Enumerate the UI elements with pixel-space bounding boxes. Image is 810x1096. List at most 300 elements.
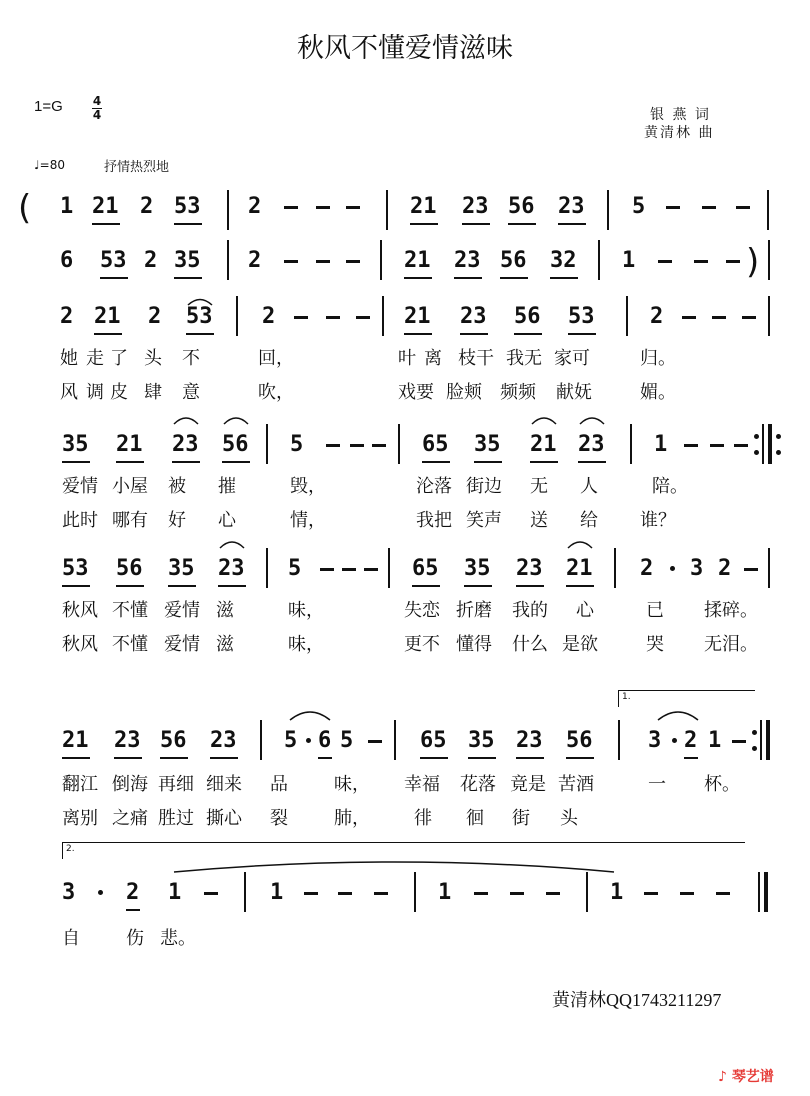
augmentation-dot bbox=[98, 890, 103, 895]
underline-beam bbox=[454, 277, 482, 279]
note: 2 bbox=[144, 248, 158, 273]
note: 2 bbox=[640, 556, 654, 581]
underline-beam bbox=[508, 223, 536, 225]
lyric: 之痛 bbox=[112, 808, 148, 829]
note: 53 bbox=[174, 194, 201, 219]
underline-beam bbox=[92, 223, 120, 225]
sustain-dash bbox=[684, 444, 698, 447]
slur-arc bbox=[288, 708, 332, 722]
lyric: 小屋 bbox=[112, 476, 148, 497]
note: 23 bbox=[454, 248, 481, 273]
barline bbox=[227, 190, 229, 230]
barline bbox=[398, 424, 400, 464]
underline-beam bbox=[516, 585, 544, 587]
sustain-dash bbox=[716, 892, 730, 895]
lyric: 失恋 bbox=[404, 600, 440, 621]
note: 1 bbox=[654, 432, 668, 457]
slur-arc bbox=[656, 708, 700, 722]
sustain-dash bbox=[346, 206, 360, 209]
note: 1 bbox=[622, 248, 636, 273]
underline-beam bbox=[210, 757, 238, 759]
barline bbox=[618, 720, 620, 760]
barline bbox=[630, 424, 632, 464]
sustain-dash bbox=[316, 260, 330, 263]
slur-arc bbox=[530, 414, 558, 426]
note: 3 bbox=[648, 728, 662, 753]
note: 32 bbox=[550, 248, 577, 273]
lyric: 再细 bbox=[158, 774, 194, 795]
time-sig-top: 4 bbox=[92, 94, 102, 108]
sustain-dash bbox=[658, 260, 672, 263]
lyric: 无 bbox=[530, 476, 548, 497]
barline bbox=[266, 424, 268, 464]
sustain-dash bbox=[682, 316, 696, 319]
barline bbox=[266, 548, 268, 588]
lyric: 裂 bbox=[270, 808, 288, 829]
lyric: 媚。 bbox=[640, 382, 676, 403]
sustain-dash bbox=[732, 740, 746, 743]
lyric: 爱情 bbox=[164, 600, 200, 621]
sustain-dash bbox=[204, 892, 218, 895]
lyric: 归。 bbox=[640, 348, 676, 369]
note: 65 bbox=[422, 432, 449, 457]
lyric: 苦酒 bbox=[558, 774, 594, 795]
underline-beam bbox=[412, 585, 440, 587]
augmentation-dot bbox=[670, 566, 675, 571]
note: 1 bbox=[438, 880, 452, 905]
lyric: 品 bbox=[270, 774, 288, 795]
slur-arc bbox=[222, 414, 250, 426]
lyric: 滋 bbox=[216, 600, 234, 621]
lyric: 谁？ bbox=[640, 510, 676, 531]
note: 2 bbox=[684, 728, 698, 753]
lyric: 了 bbox=[110, 348, 128, 369]
sustain-dash bbox=[710, 444, 724, 447]
underline-beam bbox=[404, 277, 432, 279]
slur-arc bbox=[172, 414, 200, 426]
repeat-dot bbox=[776, 450, 781, 455]
note: 5 bbox=[632, 194, 646, 219]
sustain-dash bbox=[294, 316, 308, 319]
lyric: 不 bbox=[182, 348, 200, 369]
sustain-dash bbox=[342, 568, 356, 571]
underline-beam bbox=[186, 333, 214, 335]
note: 23 bbox=[210, 728, 237, 753]
note: 53 bbox=[568, 304, 595, 329]
underline-beam bbox=[222, 461, 250, 463]
lyric: 我把 bbox=[416, 510, 452, 531]
barline bbox=[626, 296, 628, 336]
note: 23 bbox=[462, 194, 489, 219]
note: 21 bbox=[566, 556, 593, 581]
sustain-dash bbox=[666, 206, 680, 209]
underline-beam bbox=[578, 461, 606, 463]
tie-arc bbox=[172, 860, 616, 874]
lyric: 回， bbox=[258, 348, 294, 369]
note: 35 bbox=[62, 432, 89, 457]
barline bbox=[607, 190, 609, 230]
lyric: 心 bbox=[218, 510, 236, 531]
augmentation-dot bbox=[672, 738, 677, 743]
sustain-dash bbox=[474, 892, 488, 895]
lyric: 给 bbox=[580, 510, 598, 531]
note: 5 bbox=[284, 728, 298, 753]
note: 6 bbox=[318, 728, 332, 753]
sustain-dash bbox=[510, 892, 524, 895]
barline bbox=[767, 190, 769, 230]
lyric: 不懂 bbox=[112, 634, 148, 655]
lyric: 哭 bbox=[646, 634, 664, 655]
sustain-dash bbox=[356, 316, 370, 319]
time-sig-bottom: 4 bbox=[92, 108, 102, 122]
underline-beam bbox=[318, 757, 332, 759]
barline bbox=[382, 296, 384, 336]
lyric: 好 bbox=[168, 510, 186, 531]
note: 53 bbox=[62, 556, 89, 581]
note: 23 bbox=[114, 728, 141, 753]
note: 2 bbox=[248, 194, 262, 219]
lyric: 竟是 bbox=[510, 774, 546, 795]
underline-beam bbox=[168, 585, 196, 587]
lyric: 秋风 bbox=[62, 634, 98, 655]
note: 1 bbox=[60, 194, 74, 219]
underline-beam bbox=[500, 277, 528, 279]
underline-beam bbox=[100, 277, 128, 279]
barline bbox=[768, 296, 770, 336]
sustain-dash bbox=[736, 206, 750, 209]
note: 1 bbox=[270, 880, 284, 905]
lyric: 肆 bbox=[144, 382, 162, 403]
barline bbox=[598, 240, 600, 280]
lyricist-credit: 银 燕 词 bbox=[650, 107, 711, 123]
note: 21 bbox=[404, 304, 431, 329]
lyric: 送 bbox=[530, 510, 548, 531]
time-signature bbox=[92, 96, 102, 121]
underline-beam bbox=[62, 461, 90, 463]
sustain-dash bbox=[680, 892, 694, 895]
underline-beam bbox=[464, 585, 492, 587]
repeat-open-paren: ( bbox=[18, 188, 32, 228]
underline-beam bbox=[530, 461, 558, 463]
lyric: 吹， bbox=[258, 382, 294, 403]
repeat-dot bbox=[752, 746, 757, 751]
underline-beam bbox=[172, 461, 200, 463]
barline bbox=[586, 872, 588, 912]
note: 56 bbox=[160, 728, 187, 753]
underline-beam bbox=[566, 757, 594, 759]
lyric: 献妩 bbox=[556, 382, 592, 403]
note: 35 bbox=[474, 432, 501, 457]
lyric: 此时 bbox=[62, 510, 98, 531]
lyric: 已 bbox=[646, 600, 664, 621]
barline bbox=[768, 240, 770, 280]
lyric: 徊 bbox=[466, 808, 484, 829]
lyric: 走 bbox=[86, 348, 104, 369]
lyric: 哪有 bbox=[112, 510, 148, 531]
final-barline bbox=[764, 872, 768, 912]
sustain-dash bbox=[326, 316, 340, 319]
lyric: 细来 bbox=[206, 774, 242, 795]
volta-2-bracket bbox=[62, 842, 745, 859]
note: 2 bbox=[126, 880, 140, 905]
lyric: 离 bbox=[424, 348, 442, 369]
lyric: 头 bbox=[560, 808, 578, 829]
note: 56 bbox=[566, 728, 593, 753]
note: 65 bbox=[420, 728, 447, 753]
lyric: 什么 bbox=[512, 634, 548, 655]
note: 21 bbox=[116, 432, 143, 457]
barline bbox=[614, 548, 616, 588]
lyric: 自 bbox=[62, 928, 80, 949]
underline-beam bbox=[174, 223, 202, 225]
repeat-dot bbox=[752, 730, 757, 735]
lyric: 频频 bbox=[500, 382, 536, 403]
note: 2 bbox=[148, 304, 162, 329]
lyric: 味， bbox=[288, 634, 324, 655]
repeat-dot bbox=[776, 434, 781, 439]
underline-beam bbox=[474, 461, 502, 463]
lyric: 脸颊 bbox=[446, 382, 482, 403]
note: 56 bbox=[500, 248, 527, 273]
sustain-dash bbox=[712, 316, 726, 319]
sustain-dash bbox=[702, 206, 716, 209]
note: 1 bbox=[168, 880, 182, 905]
lyric: 悲。 bbox=[160, 928, 196, 949]
expression-mark: 抒情热烈地 bbox=[104, 160, 170, 175]
barline bbox=[394, 720, 396, 760]
note: 21 bbox=[94, 304, 121, 329]
underline-beam bbox=[160, 757, 188, 759]
lyric: 杯。 bbox=[704, 774, 740, 795]
sustain-dash bbox=[316, 206, 330, 209]
note: 21 bbox=[404, 248, 431, 273]
note: 35 bbox=[168, 556, 195, 581]
sustain-dash bbox=[744, 568, 758, 571]
slur-arc bbox=[578, 414, 606, 426]
note: 21 bbox=[92, 194, 119, 219]
lyric: 头 bbox=[144, 348, 162, 369]
lyric: 一 bbox=[648, 774, 666, 795]
lyric: 撕心 bbox=[206, 808, 242, 829]
note: 21 bbox=[530, 432, 557, 457]
arranger-signature: 黄清林QQ1743211297 bbox=[552, 990, 722, 1010]
lyric: 皮 bbox=[110, 382, 128, 403]
note: 6 bbox=[60, 248, 74, 273]
note: 5 bbox=[290, 432, 304, 457]
barline bbox=[760, 720, 762, 760]
note: 56 bbox=[116, 556, 143, 581]
lyric: 我的 bbox=[512, 600, 548, 621]
underline-beam bbox=[550, 277, 578, 279]
lyric: 味， bbox=[334, 774, 370, 795]
lyric: 街边 bbox=[466, 476, 502, 497]
lyric: 翻江 bbox=[62, 774, 98, 795]
lyric: 被 bbox=[168, 476, 186, 497]
underline-beam bbox=[516, 757, 544, 759]
lyric: 揉碎。 bbox=[704, 600, 758, 621]
underline-beam bbox=[174, 277, 202, 279]
lyric: 沦落 bbox=[416, 476, 452, 497]
note: 56 bbox=[514, 304, 541, 329]
note: 2 bbox=[248, 248, 262, 273]
logo-mark-icon: ♪ bbox=[718, 1069, 732, 1085]
logo-text: 琴艺谱 bbox=[731, 1069, 774, 1085]
barline bbox=[260, 720, 262, 760]
note: 21 bbox=[62, 728, 89, 753]
lyric: 更不 bbox=[404, 634, 440, 655]
note: 56 bbox=[222, 432, 249, 457]
sustain-dash bbox=[304, 892, 318, 895]
underline-beam bbox=[410, 223, 438, 225]
note: 23 bbox=[218, 556, 245, 581]
note: 53 bbox=[186, 304, 213, 329]
lyric: 离别 bbox=[62, 808, 98, 829]
lyric: 心 bbox=[576, 600, 594, 621]
underline-beam bbox=[116, 461, 144, 463]
sustain-dash bbox=[742, 316, 756, 319]
note: 1 bbox=[708, 728, 722, 753]
underline-beam bbox=[558, 223, 586, 225]
barline bbox=[762, 424, 764, 464]
underline-beam bbox=[404, 333, 432, 335]
site-logo bbox=[718, 1066, 774, 1086]
note: 23 bbox=[516, 556, 543, 581]
sustain-dash bbox=[374, 892, 388, 895]
lyric: 花落 bbox=[460, 774, 496, 795]
underline-beam bbox=[566, 585, 594, 587]
lyric: 是欲 bbox=[562, 634, 598, 655]
sustain-dash bbox=[726, 260, 740, 263]
sustain-dash bbox=[734, 444, 748, 447]
sustain-dash bbox=[346, 260, 360, 263]
underline-beam bbox=[62, 757, 90, 759]
augmentation-dot bbox=[306, 738, 311, 743]
sustain-dash bbox=[326, 444, 340, 447]
sustain-dash bbox=[284, 206, 298, 209]
note: 23 bbox=[558, 194, 585, 219]
underline-beam bbox=[462, 223, 490, 225]
lyric: 懂得 bbox=[456, 634, 492, 655]
underline-beam bbox=[116, 585, 144, 587]
lyric: 我无 bbox=[506, 348, 542, 369]
lyric: 陪。 bbox=[652, 476, 688, 497]
underline-beam bbox=[684, 757, 698, 759]
final-barline bbox=[768, 424, 772, 464]
lyric: 伤 bbox=[126, 928, 144, 949]
underline-beam bbox=[460, 333, 488, 335]
note: 1 bbox=[610, 880, 624, 905]
note: 23 bbox=[460, 304, 487, 329]
lyric: 叶 bbox=[398, 348, 416, 369]
underline-beam bbox=[94, 333, 122, 335]
note: 23 bbox=[578, 432, 605, 457]
lyric: 徘 bbox=[414, 808, 432, 829]
volta-2-label: 2. bbox=[66, 844, 75, 854]
lyric: 笑声 bbox=[466, 510, 502, 531]
sustain-dash bbox=[368, 740, 382, 743]
lyric: 不懂 bbox=[112, 600, 148, 621]
lyric: 人 bbox=[580, 476, 598, 497]
barline bbox=[768, 548, 770, 588]
composer-credit: 黄清林 曲 bbox=[644, 125, 715, 141]
sustain-dash bbox=[644, 892, 658, 895]
barline bbox=[244, 872, 246, 912]
note: 2 bbox=[140, 194, 154, 219]
repeat-dot bbox=[754, 450, 759, 455]
lyric: 秋风 bbox=[62, 600, 98, 621]
note: 2 bbox=[718, 556, 732, 581]
lyric: 戏要 bbox=[398, 382, 434, 403]
repeat-dot bbox=[754, 434, 759, 439]
underline-beam bbox=[568, 333, 596, 335]
note: 2 bbox=[262, 304, 276, 329]
note: 3 bbox=[62, 880, 76, 905]
note: 5 bbox=[340, 728, 354, 753]
barline bbox=[380, 240, 382, 280]
lyric: 街 bbox=[512, 808, 530, 829]
barline bbox=[386, 190, 388, 230]
sustain-dash bbox=[350, 444, 364, 447]
lyric: 毁， bbox=[290, 476, 326, 497]
barline bbox=[388, 548, 390, 588]
sustain-dash bbox=[372, 444, 386, 447]
note: 2 bbox=[650, 304, 664, 329]
underline-beam bbox=[422, 461, 450, 463]
lyric: 幸福 bbox=[404, 774, 440, 795]
lyric: 枝干 bbox=[458, 348, 494, 369]
note: 3 bbox=[690, 556, 704, 581]
note: 23 bbox=[172, 432, 199, 457]
note: 53 bbox=[100, 248, 127, 273]
note: 21 bbox=[410, 194, 437, 219]
underline-beam bbox=[62, 585, 90, 587]
lyric: 倒海 bbox=[112, 774, 148, 795]
volta-1-bracket bbox=[618, 690, 755, 707]
note: 35 bbox=[468, 728, 495, 753]
lyric: 味， bbox=[288, 600, 324, 621]
tempo-mark: ♩=80 bbox=[34, 158, 65, 172]
barline bbox=[236, 296, 238, 336]
lyric: 折磨 bbox=[456, 600, 492, 621]
note: 2 bbox=[60, 304, 74, 329]
note: 56 bbox=[508, 194, 535, 219]
underline-beam bbox=[114, 757, 142, 759]
barline bbox=[758, 872, 760, 912]
note: 35 bbox=[464, 556, 491, 581]
underline-beam bbox=[126, 909, 140, 911]
lyric: 她 bbox=[60, 348, 78, 369]
lyric: 爱情 bbox=[62, 476, 98, 497]
lyric: 爱情 bbox=[164, 634, 200, 655]
barline bbox=[414, 872, 416, 912]
final-barline bbox=[766, 720, 770, 760]
barline bbox=[227, 240, 229, 280]
note: 35 bbox=[174, 248, 201, 273]
lyric: 情， bbox=[290, 510, 326, 531]
sustain-dash bbox=[338, 892, 352, 895]
lyric: 无泪。 bbox=[704, 634, 758, 655]
sustain-dash bbox=[546, 892, 560, 895]
sustain-dash bbox=[364, 568, 378, 571]
underline-beam bbox=[514, 333, 542, 335]
lyric: 摧 bbox=[218, 476, 236, 497]
note: 5 bbox=[288, 556, 302, 581]
song-title: 秋风不懂爱情滋味 bbox=[297, 33, 513, 64]
underline-beam bbox=[468, 757, 496, 759]
underline-beam bbox=[420, 757, 448, 759]
sustain-dash bbox=[320, 568, 334, 571]
lyric: 风 bbox=[60, 382, 78, 403]
